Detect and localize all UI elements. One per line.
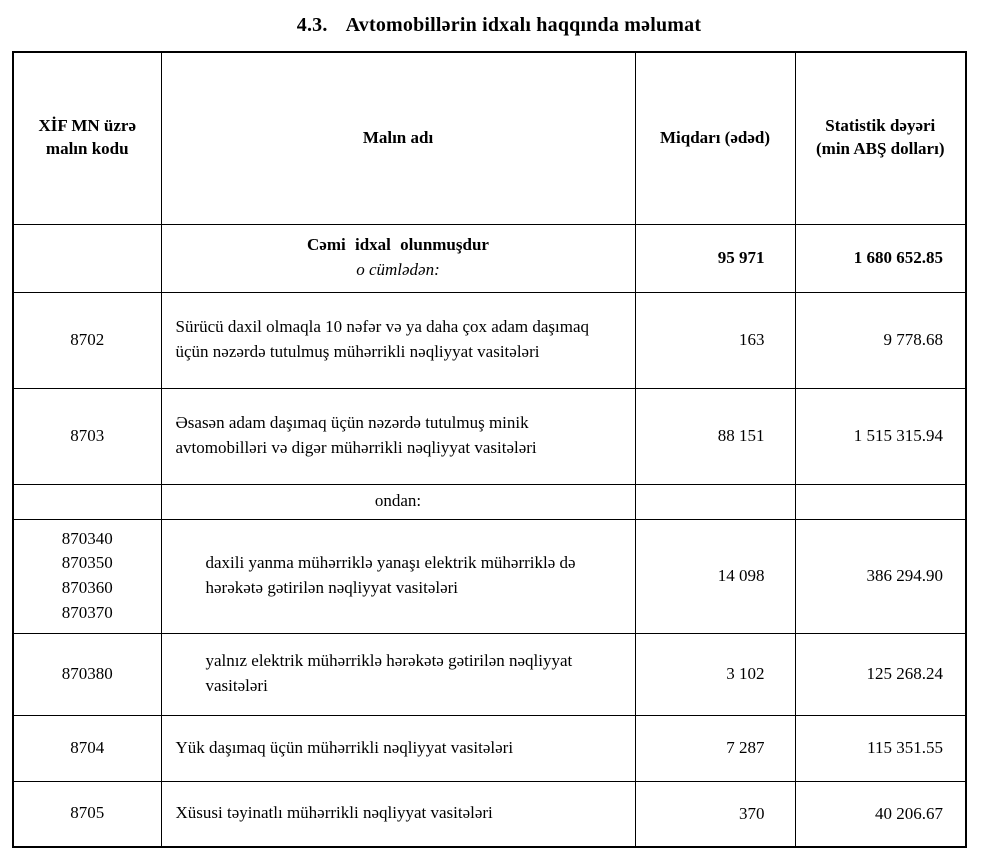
value-cell: 1 515 315.94	[795, 388, 966, 484]
value-cell: 115 351.55	[795, 715, 966, 781]
name-cell: yalnız elektrik mühərriklə hərəkətə gətirilən nəqliyyat vasitələri	[161, 633, 635, 715]
col-header-qty: Miqdarı (ədəd)	[635, 52, 795, 224]
qty-cell: 95 971	[635, 224, 795, 292]
table-row	[13, 781, 966, 847]
header-row	[13, 52, 966, 224]
name-cell: Sürücü daxil olmaqla 10 nəfər və ya daha çox adam daşımaq üçün nəzərdə tutulmuş mühərrikli nəqliyyat vasitələri	[161, 292, 635, 388]
name-cell	[161, 224, 635, 292]
total-sublabel: o cümlədən:	[356, 260, 440, 279]
table-row-ondan	[13, 484, 966, 519]
code-line: 870360	[61, 578, 113, 597]
page-title	[12, 14, 986, 37]
qty-cell: 163	[635, 292, 795, 388]
code-cell: 870380	[13, 633, 161, 715]
col-header-code: XİF MN üzrə malın kodu	[13, 52, 161, 224]
qty-cell: 370	[635, 781, 795, 847]
value-cell: 40 206.67	[795, 781, 966, 847]
name-cell: ondan:	[161, 484, 635, 519]
qty-cell: 3 102	[635, 633, 795, 715]
value-cell	[795, 484, 966, 519]
code-line: 870340	[61, 528, 113, 548]
code-cell	[13, 519, 161, 633]
code-cell: 8704	[13, 715, 161, 781]
name-cell: Yük daşımaq üçün mühərrikli nəqliyyat vasitələri	[161, 715, 635, 781]
name-cell: Xüsusi təyinatlı mühərrikli nəqliyyat vasitələri	[161, 781, 635, 847]
qty-cell: 14 098	[635, 519, 795, 633]
import-table	[12, 51, 967, 848]
code-cell: 8702	[13, 292, 161, 388]
section-title-text: Avtomobillərin idxalı haqqında məlumat	[345, 14, 702, 36]
value-cell: 125 268.24	[795, 633, 966, 715]
total-label: Cəmi idxal olunmuşdur	[307, 235, 489, 255]
table-row	[13, 519, 966, 633]
qty-cell: 88 151	[635, 388, 795, 484]
table-row-total	[13, 224, 966, 292]
table-row	[13, 633, 966, 715]
qty-cell: 7 287	[635, 715, 795, 781]
value-cell: 386 294.90	[795, 519, 966, 633]
section-number: 4.3.	[296, 14, 328, 36]
name-cell: Əsasən adam daşımaq üçün nəzərdə tutulmuş minik avtomobilləri və digər mühərrikli nəqliyyat vasitələri	[161, 388, 635, 484]
code-cell: 8703	[13, 388, 161, 484]
code-cell	[13, 224, 161, 292]
value-cell: 9 778.68	[795, 292, 966, 388]
code-cell	[13, 484, 161, 519]
name-cell: daxili yanma mühərriklə yanaşı elektrik mühərriklə də hərəkətə gətirilən nəqliyyat vasitələri	[161, 519, 635, 633]
code-line: 870350	[61, 553, 113, 573]
col-header-name: Malın adı	[161, 52, 635, 224]
value-cell: 1 680 652.85	[795, 224, 966, 292]
table-row	[13, 388, 966, 484]
table-row	[13, 715, 966, 781]
code-cell: 8705	[13, 781, 161, 847]
qty-cell	[635, 484, 795, 519]
col-header-value: Statistik dəyəri (min ABŞ dolları)	[795, 52, 966, 224]
code-line: 870370	[61, 602, 113, 622]
table-row	[13, 292, 966, 388]
